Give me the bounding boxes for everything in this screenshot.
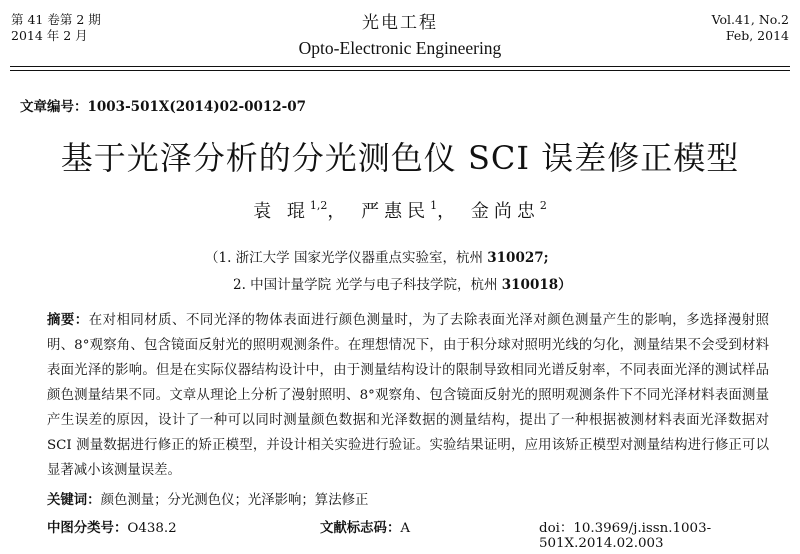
author-name: 严惠民 bbox=[361, 201, 431, 222]
document-code bbox=[320, 517, 410, 536]
abstract-text: 在对相同材质、不同光泽的物体表面进行颜色测量时，为了去除表面光泽对颜色测量产生的影响，多选择漫射照明、8°观察角、包含镜面反射光的照明观测条件。在理想情况下，由于积分球对照明光线的匀化，测量结果不会受到材料表面光泽的影响。但是在实际仪器结构设计中，由于测量结构设计的限制导致相同光谱反射率，不同表面光泽的测试样品颜色测量结果不同。文章从理论上分析了漫射照明、8°观察角、包含镜面反射光的照明观测条件下不同光泽材料表面测量产生误差的原因，设计了一种可以同时测量颜色数据和光泽数据的测量结构，提出了一种根据被测材料表面光泽数据对 SCI 测量数据进行修正的矫正模型，并设计相关实验进行验证。实验结果证明，应用该矫正模型对测量结构进行修正可以显著减小该测量误差。 bbox=[47, 313, 770, 478]
author-separator: ， bbox=[327, 201, 351, 222]
abstract bbox=[47, 308, 769, 483]
paper-title: 基于光泽分析的分光测色仪 SCI 误差修正模型 bbox=[60, 139, 740, 177]
abstract-label: 摘要： bbox=[47, 312, 89, 328]
clc-value: O438.2 bbox=[127, 521, 177, 536]
affiliation-postcode: 310018） bbox=[501, 277, 572, 293]
header-issue-cn: 第 41 卷第 2 期 bbox=[11, 12, 101, 27]
clc-label: 中图分类号： bbox=[47, 520, 128, 536]
affiliation-1 bbox=[205, 249, 549, 267]
author-affil-sup: 1,2 bbox=[309, 199, 328, 212]
article-number bbox=[20, 95, 306, 115]
header-date-cn: 2014 年 2 月 bbox=[11, 28, 88, 43]
header-rule-thin bbox=[10, 70, 790, 71]
article-number-value: 1003-501X(2014)02-0012-07 bbox=[87, 99, 307, 115]
author-list bbox=[0, 197, 800, 223]
document-code-value: A bbox=[400, 521, 411, 536]
article-number-label: 文章编号： bbox=[20, 99, 88, 115]
doi-value[interactable]: 10.3969/j.issn.1003-501X.2014.02.003 bbox=[539, 521, 712, 551]
header-volume-en: Vol.41, No.2 bbox=[711, 12, 789, 27]
header-volume bbox=[712, 12, 789, 44]
doi bbox=[539, 517, 800, 551]
affiliation-text: （1. 浙江大学 国家光学仪器重点实验室，杭州 bbox=[205, 250, 488, 266]
header-date-en: Feb, 2014 bbox=[725, 28, 789, 43]
keywords bbox=[47, 489, 368, 508]
affiliation-2 bbox=[233, 276, 572, 294]
author-affil-sup: 1 bbox=[430, 199, 438, 212]
author-affil-sup: 2 bbox=[539, 199, 547, 212]
document-code-label: 文献标志码： bbox=[320, 520, 401, 536]
header-rule-thick bbox=[10, 66, 790, 67]
author-name: 金尚忠 bbox=[470, 201, 540, 222]
journal-name-en: Opto-Electronic Engineering bbox=[298, 38, 502, 58]
affiliation-postcode: 310027; bbox=[487, 250, 549, 266]
clc-number bbox=[47, 517, 177, 536]
affiliation-text: 2. 中国计量学院 光学与电子科技学院，杭州 bbox=[233, 277, 502, 293]
keywords-label: 关键词： bbox=[47, 492, 101, 508]
doi-label: doi： bbox=[539, 521, 574, 536]
author-separator: ， bbox=[437, 201, 461, 222]
journal-name-cn: 光电工程 bbox=[362, 13, 438, 33]
author-name: 袁 琨 bbox=[253, 201, 310, 222]
keywords-text: 颜色测量；分光测色仪；光泽影响；算法修正 bbox=[100, 493, 369, 508]
